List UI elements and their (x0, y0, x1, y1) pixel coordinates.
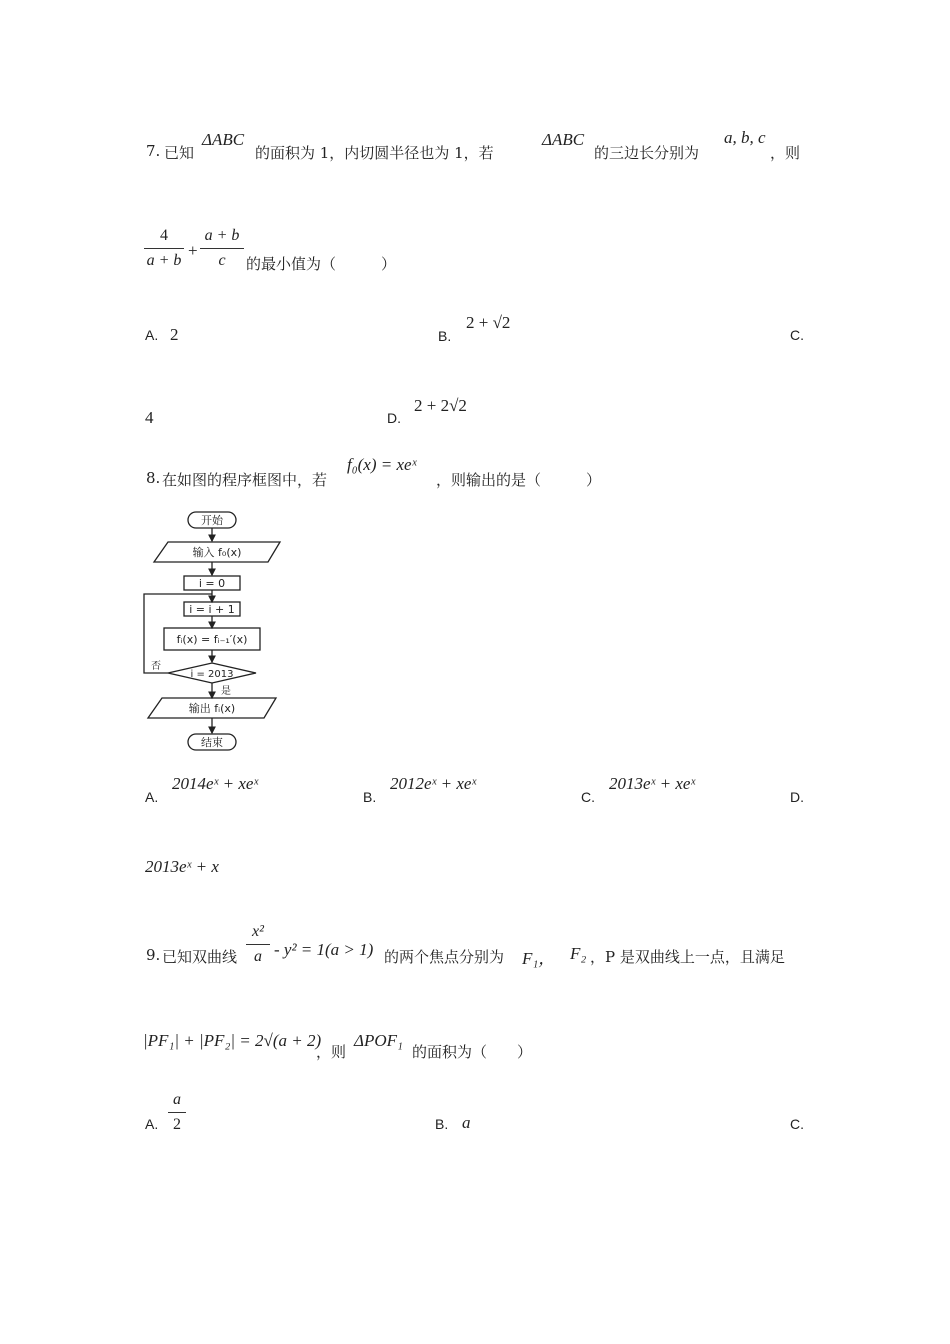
q7-option-a-label: A. (145, 327, 159, 343)
flow-end-label: 结束 (201, 736, 223, 749)
flow-increment-label: i = i + 1 (189, 603, 235, 616)
q9-focus-2: F₂ (570, 944, 587, 963)
q7-sides: a, b, c (724, 128, 766, 147)
flow-output-label: 输出 fᵢ(x) (188, 702, 236, 715)
q7-option-c-label: C. (790, 327, 804, 343)
q7-option-d-value: 2 + 2√2 (414, 396, 467, 415)
q7-text-4: ，则 (770, 144, 801, 162)
q8-text-2: ，则输出的是（ ） (436, 471, 602, 489)
flow-condition-label: i = 2013 (190, 669, 234, 680)
flow-yes-label: 是 (221, 686, 231, 697)
q8-option-b-label: B. (363, 789, 377, 805)
q7-option-b-label: B. (438, 328, 452, 344)
q8-option-b-value: 2012eˣ + xeˣ (390, 774, 477, 793)
q9-frac-den: a (254, 948, 262, 965)
q9-text-2: 的两个焦点分别为 (384, 948, 505, 966)
q9-text-1: 已知双曲线 (162, 948, 238, 966)
q8-function: f₀(x) = xeˣ (347, 455, 417, 474)
q8-option-a-label: A. (145, 789, 159, 805)
q9-option-b-value: a (462, 1113, 471, 1132)
q9-option-c-label: C. (790, 1116, 804, 1132)
q7-text-1: 已知 (164, 144, 195, 162)
q9-focus-1: F₁， (522, 949, 556, 968)
q7-fraction-2 (200, 226, 244, 271)
q7-frac1-den: a + b (146, 252, 182, 269)
q7-plus: + (188, 241, 198, 260)
q9-equation-rest: - y² = 1(a > 1) (274, 940, 374, 959)
flow-init-label: i = 0 (198, 577, 226, 590)
q9-triangle: ΔPOF₁ (354, 1031, 403, 1050)
q7-option-b-value: 2 + √2 (466, 313, 511, 332)
q7-frac2-num: a + b (204, 227, 240, 244)
flow-input-label: 输入 f₀(x) (192, 546, 242, 559)
q7-triangle: ΔABC (202, 130, 245, 149)
q7-text-2: 的面积为 1，内切圆半径也为 1，若 (255, 144, 494, 162)
q9-fraction (246, 922, 270, 967)
q9-number: 9. (146, 946, 161, 964)
flow-no-label: 否 (151, 661, 161, 672)
flow-derivative-label: fᵢ(x) = fᵢ₋₁′(x) (176, 633, 248, 646)
q7-option-d-label: D. (387, 410, 401, 426)
q8-number: 8. (146, 469, 161, 487)
q8-option-d-label: D. (790, 789, 804, 805)
q9-text-5: 的面积为（ ） (412, 1043, 533, 1061)
q7-frac2-den: c (218, 252, 226, 269)
q7-text-5: 的最小值为（ ） (246, 255, 397, 273)
q9-option-a-label: A. (145, 1116, 159, 1132)
q9-option-a-fraction (168, 1090, 186, 1135)
q9-text-4: ，则 (316, 1043, 347, 1061)
q8-option-c-label: C. (581, 789, 595, 805)
q7-triangle-2: ΔABC (542, 130, 585, 149)
q8-option-d-value: 2013eˣ + x (145, 857, 219, 876)
q7-option-c-value: 4 (145, 408, 154, 427)
q9-option-a-num: a (173, 1091, 181, 1108)
q9-condition: |PF₁| + |PF₂| = 2√(a + 2) (143, 1031, 322, 1050)
q9-option-b-label: B. (435, 1116, 449, 1132)
q7-fraction-1 (144, 226, 184, 271)
q7-text-3: 的三边长分别为 (594, 144, 700, 162)
q7-number: 7. (146, 142, 161, 160)
q8-option-c-value: 2013eˣ + xeˣ (609, 774, 696, 793)
q7-frac1-num: 4 (160, 227, 168, 244)
q8-text-1: 在如图的程序框图中，若 (162, 471, 328, 489)
q9-option-a-den: 2 (173, 1116, 181, 1133)
q7-option-a-value: 2 (170, 325, 179, 344)
q9-frac-num: x² (252, 923, 264, 940)
q8-option-a-value: 2014eˣ + xeˣ (172, 774, 259, 793)
flowchart (140, 508, 288, 752)
flow-start-label: 开始 (201, 514, 223, 527)
q9-text-3: ，P 是双曲线上一点，且满足 (590, 948, 785, 966)
